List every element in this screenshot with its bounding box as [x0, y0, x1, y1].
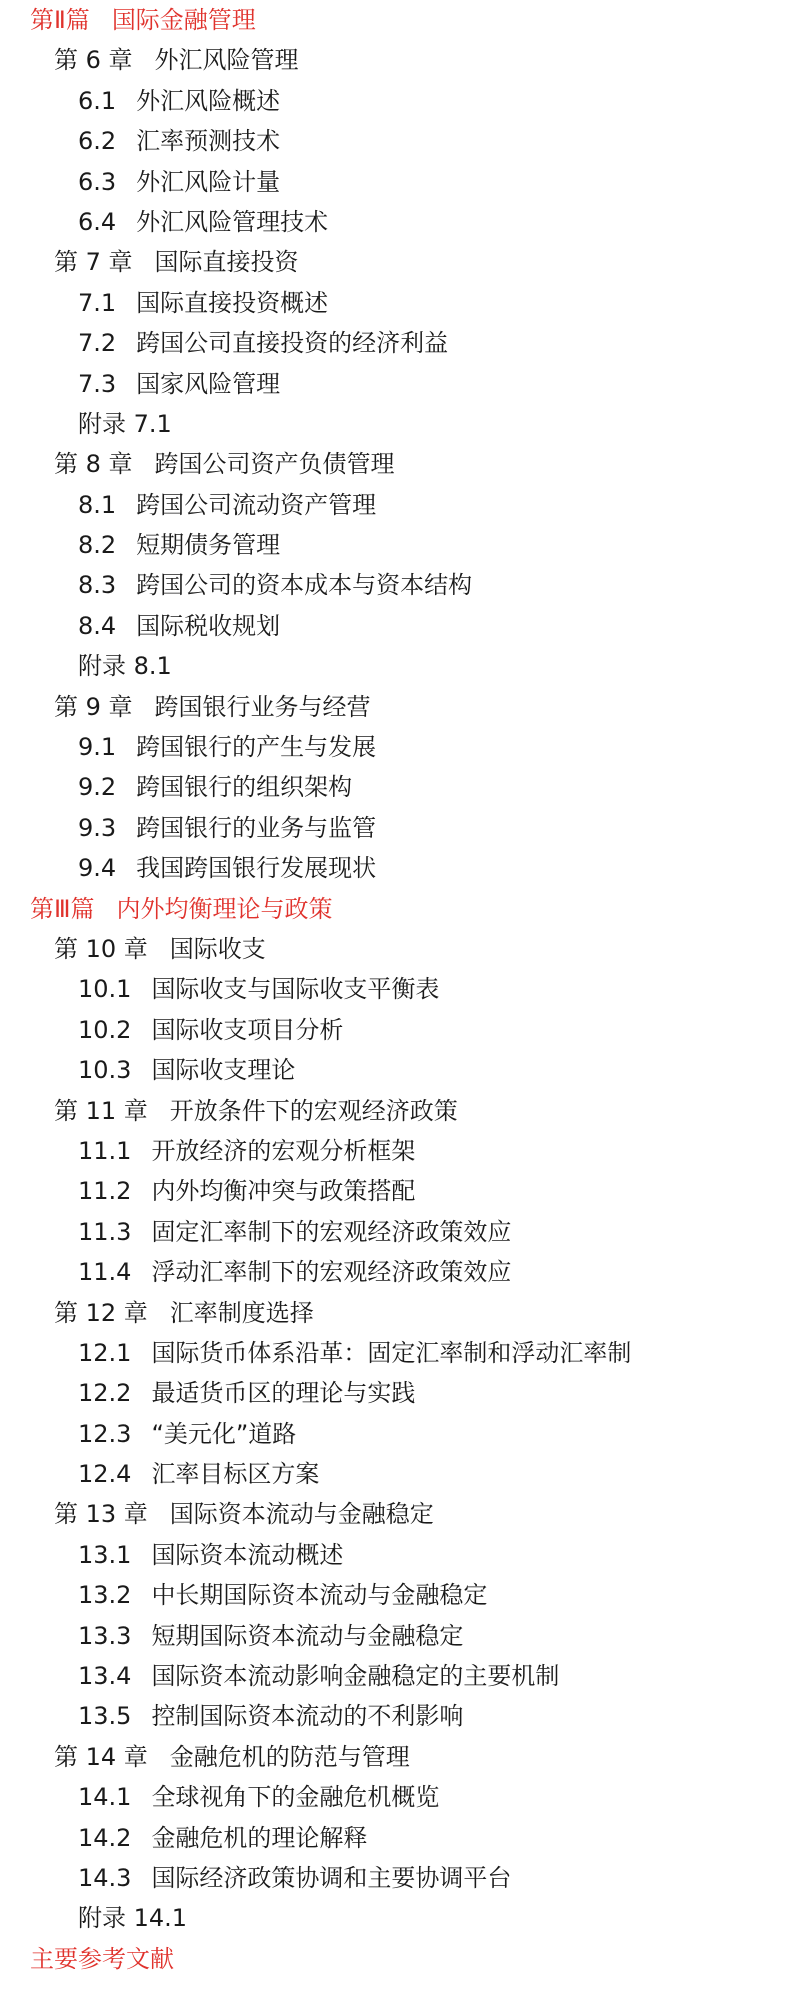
toc-section-number: 12.3: [78, 1419, 132, 1448]
toc-part-title: 国际金融管理: [111, 6, 256, 34]
toc-section[interactable]: [0, 1373, 790, 1413]
toc-section[interactable]: [0, 1898, 790, 1938]
toc-section-title: 浮动汇率制下的宏观经济政策效应: [151, 1258, 512, 1287]
toc-chapter-title: 国际资本流动与金融稳定: [169, 1500, 434, 1529]
toc-chapter-number: 第 9 章: [54, 692, 133, 721]
toc-section-number: 10.1: [78, 975, 132, 1004]
toc-section-title: 内外均衡冲突与政策搭配: [151, 1177, 416, 1206]
toc-section-title: 国家风险管理: [136, 369, 281, 398]
toc-section-title: 跨国公司直接投资的经济利益: [136, 329, 449, 358]
toc-section[interactable]: [0, 81, 790, 121]
toc-section[interactable]: [0, 848, 790, 888]
toc-section-title: 国际经济政策协调和主要协调平台: [151, 1863, 512, 1892]
toc-chapter[interactable]: [0, 1494, 790, 1534]
toc-section-title: 国际收支理论: [151, 1056, 296, 1085]
toc-section-title: 附录 8.1: [78, 652, 172, 681]
toc-section[interactable]: [0, 202, 790, 242]
toc-section[interactable]: [0, 1333, 790, 1373]
toc-section-title: 跨国银行的组织架构: [136, 773, 353, 802]
toc-section[interactable]: [0, 1212, 790, 1252]
toc-section-number: 6.1: [78, 86, 117, 115]
toc-section-title: 国际收支项目分析: [151, 1015, 344, 1044]
toc-section[interactable]: [0, 1131, 790, 1171]
toc-section-number: 13.4: [78, 1662, 132, 1691]
toc-section-number: 8.1: [78, 490, 117, 519]
toc-section[interactable]: [0, 162, 790, 202]
toc-section-title: 附录 7.1: [78, 409, 172, 438]
toc-section[interactable]: [0, 565, 790, 605]
toc-section-number: 7.3: [78, 369, 117, 398]
toc-chapter-number: 第 8 章: [54, 450, 133, 479]
toc-section[interactable]: [0, 364, 790, 404]
toc-section-number: 9.2: [78, 773, 117, 802]
toc-section[interactable]: [0, 1454, 790, 1494]
toc-section-title: 跨国银行的业务与监管: [136, 813, 377, 842]
toc-section-number: 12.2: [78, 1379, 132, 1408]
toc-section[interactable]: [0, 1858, 790, 1898]
toc-section-number: 7.1: [78, 288, 117, 317]
toc-section-number: 11.4: [78, 1258, 132, 1287]
toc-section-title: 中长期国际资本流动与金融稳定: [151, 1581, 488, 1610]
toc-section-number: 7.2: [78, 329, 117, 358]
toc-section-title: 跨国银行的产生与发展: [136, 733, 377, 762]
toc-chapter[interactable]: [0, 40, 790, 80]
toc-chapter-title: 跨国公司资产负债管理: [154, 450, 395, 479]
toc-chapter-title: 国际直接投资: [154, 248, 299, 277]
toc-section-title: 国际货币体系沿革：固定汇率制和浮动汇率制: [151, 1338, 632, 1367]
toc-part-title: 内外均衡理论与政策: [116, 894, 333, 923]
toc-chapter-number: 第 10 章: [54, 934, 148, 963]
toc-section-title: 汇率目标区方案: [151, 1460, 320, 1489]
toc-section-title: 外汇风险概述: [136, 86, 281, 115]
toc-section-title: 国际资本流动影响金融稳定的主要机制: [151, 1662, 560, 1691]
toc-section-title: 全球视角下的金融危机概览: [151, 1783, 440, 1812]
toc-section-title: 国际资本流动概述: [151, 1540, 344, 1569]
toc-section-title: 跨国公司的资本成本与资本结构: [136, 571, 473, 600]
toc-section-number: 12.1: [78, 1338, 132, 1367]
toc-section[interactable]: [0, 1656, 790, 1696]
toc-section-title: 最适货币区的理论与实践: [151, 1379, 416, 1408]
toc-section-number: 13.3: [78, 1621, 132, 1650]
toc-chapter-title: 外汇风险管理: [154, 46, 299, 75]
toc-chapter-number: 第 13 章: [54, 1500, 148, 1529]
toc-section[interactable]: [0, 485, 790, 525]
toc-chapter[interactable]: [0, 1091, 790, 1131]
toc-section-number: 11.1: [78, 1136, 132, 1165]
toc-section-number: 6.3: [78, 167, 117, 196]
toc-chapter-title: 开放条件下的宏观经济政策: [169, 1096, 458, 1125]
toc-section-number: 12.4: [78, 1460, 132, 1489]
toc-section-title: 国际收支与国际收支平衡表: [151, 975, 440, 1004]
toc-section[interactable]: [0, 121, 790, 161]
toc-section-number: 8.2: [78, 531, 117, 560]
toc-section-number: 10.3: [78, 1056, 132, 1085]
toc-section-title: 外汇风险计量: [136, 167, 281, 196]
toc-section-title: 国际直接投资概述: [136, 288, 329, 317]
toc-section-number: 9.1: [78, 733, 117, 762]
toc-section-number: 8.3: [78, 571, 117, 600]
toc-section-number: 6.2: [78, 127, 117, 156]
toc-section-title: 控制国际资本流动的不利影响: [151, 1702, 464, 1731]
toc-section[interactable]: [0, 1010, 790, 1050]
toc-chapter-number: 第 14 章: [54, 1742, 148, 1771]
toc-section-title: 短期债务管理: [136, 531, 281, 560]
toc-part-number: 第Ⅱ篇: [30, 6, 90, 34]
toc-section-number: 9.3: [78, 813, 117, 842]
toc-section[interactable]: [0, 323, 790, 363]
toc-section[interactable]: [0, 1050, 790, 1090]
toc-section[interactable]: [0, 283, 790, 323]
toc-section[interactable]: [0, 767, 790, 807]
toc-part[interactable]: [0, 1939, 790, 1979]
toc-chapter[interactable]: [0, 1293, 790, 1333]
toc-chapter-title: 国际收支: [169, 934, 266, 963]
toc-section-title: 附录 14.1: [78, 1904, 188, 1933]
toc-section-title: 跨国公司流动资产管理: [136, 490, 377, 519]
toc-section-number: 14.2: [78, 1823, 132, 1852]
toc-section-number: 6.4: [78, 207, 117, 236]
toc-chapter-title: 跨国银行业务与经营: [154, 692, 371, 721]
toc-section[interactable]: [0, 1696, 790, 1736]
toc-chapter-title: 金融危机的防范与管理: [169, 1742, 410, 1771]
toc-section-number: 10.2: [78, 1015, 132, 1044]
toc-section[interactable]: [0, 1252, 790, 1292]
toc-section[interactable]: [0, 727, 790, 767]
toc-section-title: 国际税收规划: [136, 611, 281, 640]
toc-chapter-number: 第 11 章: [54, 1096, 148, 1125]
toc-chapter[interactable]: [0, 1737, 790, 1777]
toc-section[interactable]: [0, 1777, 790, 1817]
toc-chapter[interactable]: [0, 242, 790, 282]
toc-section-number: 14.3: [78, 1863, 132, 1892]
toc-chapter[interactable]: [0, 444, 790, 484]
toc-section-title: “美元化”道路: [151, 1419, 297, 1448]
toc-chapter-number: 第 6 章: [54, 46, 133, 75]
toc-section-number: 11.2: [78, 1177, 132, 1206]
toc-chapter-number: 第 12 章: [54, 1298, 148, 1327]
toc-section-title: 短期国际资本流动与金融稳定: [151, 1621, 464, 1650]
toc-section[interactable]: [0, 1616, 790, 1656]
toc-section[interactable]: [0, 1414, 790, 1454]
toc-part-number: 第Ⅲ篇: [30, 894, 95, 923]
toc-section[interactable]: [0, 1535, 790, 1575]
toc-section-number: 13.1: [78, 1540, 132, 1569]
toc-part-title: 主要参考文献: [30, 1944, 174, 1973]
toc-section[interactable]: [0, 1818, 790, 1858]
toc-section[interactable]: [0, 969, 790, 1009]
toc-chapter-title: 汇率制度选择: [169, 1298, 314, 1327]
toc-part[interactable]: [0, 0, 790, 40]
toc-part[interactable]: [0, 889, 790, 929]
toc-section-number: 8.4: [78, 611, 117, 640]
toc-section[interactable]: [0, 1171, 790, 1211]
toc-section-number: 13.5: [78, 1702, 132, 1731]
toc-section-title: 汇率预测技术: [136, 127, 281, 156]
toc-section[interactable]: [0, 404, 790, 444]
toc-section-title: 我国跨国银行发展现状: [136, 854, 377, 883]
toc-chapter[interactable]: [0, 687, 790, 727]
toc-section-number: 13.2: [78, 1581, 132, 1610]
toc-section-number: 14.1: [78, 1783, 132, 1812]
toc-section-title: 开放经济的宏观分析框架: [151, 1136, 416, 1165]
toc-chapter[interactable]: [0, 929, 790, 969]
toc-section-title: 固定汇率制下的宏观经济政策效应: [151, 1217, 512, 1246]
toc-section[interactable]: [0, 525, 790, 565]
toc-section-number: 11.3: [78, 1217, 132, 1246]
toc-chapter-number: 第 7 章: [54, 248, 133, 277]
toc-section[interactable]: [0, 808, 790, 848]
toc-section-title: 外汇风险管理技术: [136, 207, 329, 236]
toc-section[interactable]: [0, 1575, 790, 1615]
toc-section[interactable]: [0, 606, 790, 646]
toc-section[interactable]: [0, 646, 790, 686]
toc-section-number: 9.4: [78, 854, 117, 883]
toc-section-title: 金融危机的理论解释: [151, 1823, 368, 1852]
